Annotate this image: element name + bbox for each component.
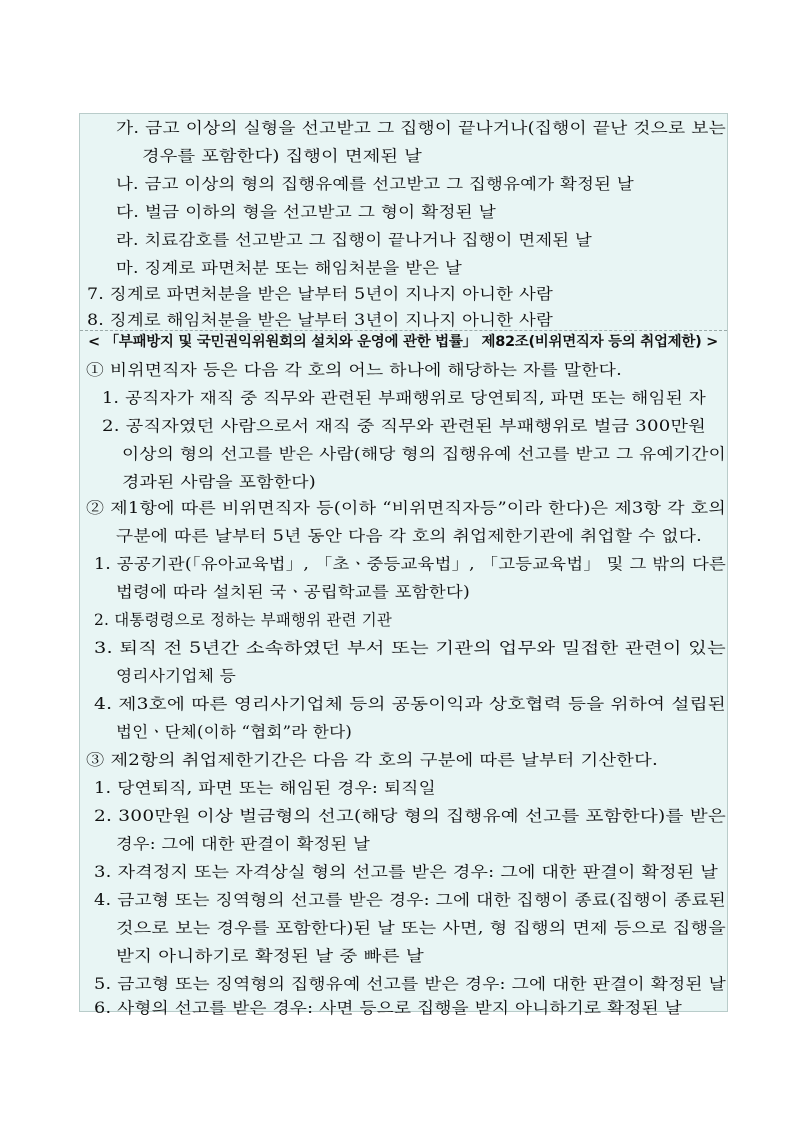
list-item: 8. 징계로 해임처분을 받은 날부터 3년이 지나지 아니한 사람 (87, 311, 553, 329)
paragraph: ① 비위면직자 등은 다음 각 호의 어느 하나에 해당하는 자를 말한다. (86, 361, 622, 379)
list-item: 것으로 보는 경우를 포함한다)된 날 또는 사면, 형 집행의 면제 등으로 집행을 (116, 919, 726, 937)
list-item: 받지 아니하기로 확정된 날 중 빠른 날 (116, 947, 424, 965)
list-item: 가. 금고 이상의 실형을 선고받고 그 집행이 끝나거나(집행이 끝난 것으로 보는 (116, 119, 726, 137)
list-item: 다. 벌금 이하의 형을 선고받고 그 형이 확정된 날 (116, 203, 496, 221)
list-item: 2. 공직자였던 사람으로서 재직 중 직무와 관련된 부패행위로 벌금 300만원 (102, 417, 706, 435)
list-item: 나. 금고 이상의 형의 집행유예를 선고받고 그 집행유예가 확정된 날 (116, 175, 634, 193)
document-text-box (79, 113, 728, 1017)
list-item: 4. 제3호에 따른 영리사기업체 등의 공동이익과 상호협력 등을 위하여 설립된 (94, 695, 726, 713)
list-item: 1. 공직자가 재직 중 직무와 관련된 부패행위로 당연퇴직, 파면 또는 해임된 자 (102, 389, 706, 407)
list-item: 3. 퇴직 전 5년간 소속하였던 부서 또는 기관의 업무와 밀접한 관련이 있는 (94, 639, 726, 657)
list-item: 7. 징계로 파면처분을 받은 날부터 5년이 지나지 아니한 사람 (87, 285, 553, 303)
paragraph: ③ 제2항의 취업제한기간은 다음 각 호의 구분에 따른 날부터 기산한다. (86, 751, 658, 769)
list-item: 라. 치료감호를 선고받고 그 집행이 끝나거나 집행이 면제된 날 (116, 231, 592, 249)
list-item: 법령에 따라 설치된 국ㆍ공립학교를 포함한다) (116, 583, 470, 601)
list-item: 경과된 사람을 포함한다) (122, 473, 316, 491)
list-item: 4. 금고형 또는 징역형의 선고를 받은 경우: 그에 대한 집행이 종료(집행이 종료된 (94, 891, 726, 909)
list-item: 마. 징계로 파면처분 또는 해임처분을 받은 날 (116, 259, 462, 277)
list-item: 2. 300만원 이상 벌금형의 선고(해당 형의 집행유예 선고를 포함한다)를 받은 (94, 807, 727, 825)
list-item: 2. 대통령령으로 정하는 부패행위 관련 기관 (94, 611, 392, 629)
list-item: 1. 공공기관(「유아교육법」, 「초ㆍ중등교육법」, 「고등교육법」 및 그 밖의 다른 (94, 555, 726, 573)
paragraph: 구분에 따른 날부터 5년 동안 다음 각 호의 취업제한기관에 취업할 수 없다. (116, 527, 702, 545)
list-item: 5. 금고형 또는 징역형의 집행유예 선고를 받은 경우: 그에 대한 판결이 확정된 날 (94, 975, 726, 993)
list-item: 1. 당연퇴직, 파면 또는 해임된 경우: 퇴직일 (94, 779, 437, 797)
list-item: 3. 자격정지 또는 자격상실 형의 선고를 받은 경우: 그에 대한 판결이 확정된 날 (94, 863, 718, 881)
section-divider (80, 330, 727, 331)
list-item: 6. 사형의 선고를 받은 경우: 사면 등으로 집행을 받지 아니하기로 확정된 날 (94, 999, 682, 1017)
list-item: 법인ㆍ단체(이하 “협회”라 한다) (116, 723, 352, 741)
article-heading: < 「부패방지 및 국민권익위원회의 설치와 운영에 관한 법률」 제82조(비위면직자 등의 취업제한) > (88, 334, 718, 350)
list-item: 경우를 포함한다) 집행이 면제된 날 (142, 147, 422, 165)
paragraph: ② 제1항에 따른 비위면직자 등(이하 “비위면직자등”이라 한다)은 제3항 각 호의 (86, 499, 726, 517)
list-item: 이상의 형의 선고를 받은 사람(해당 형의 집행유예 선고를 받고 그 유예기간이 (122, 445, 726, 463)
list-item: 경우: 그에 대한 판결이 확정된 날 (116, 835, 370, 853)
list-item: 영리사기업체 등 (116, 667, 236, 685)
